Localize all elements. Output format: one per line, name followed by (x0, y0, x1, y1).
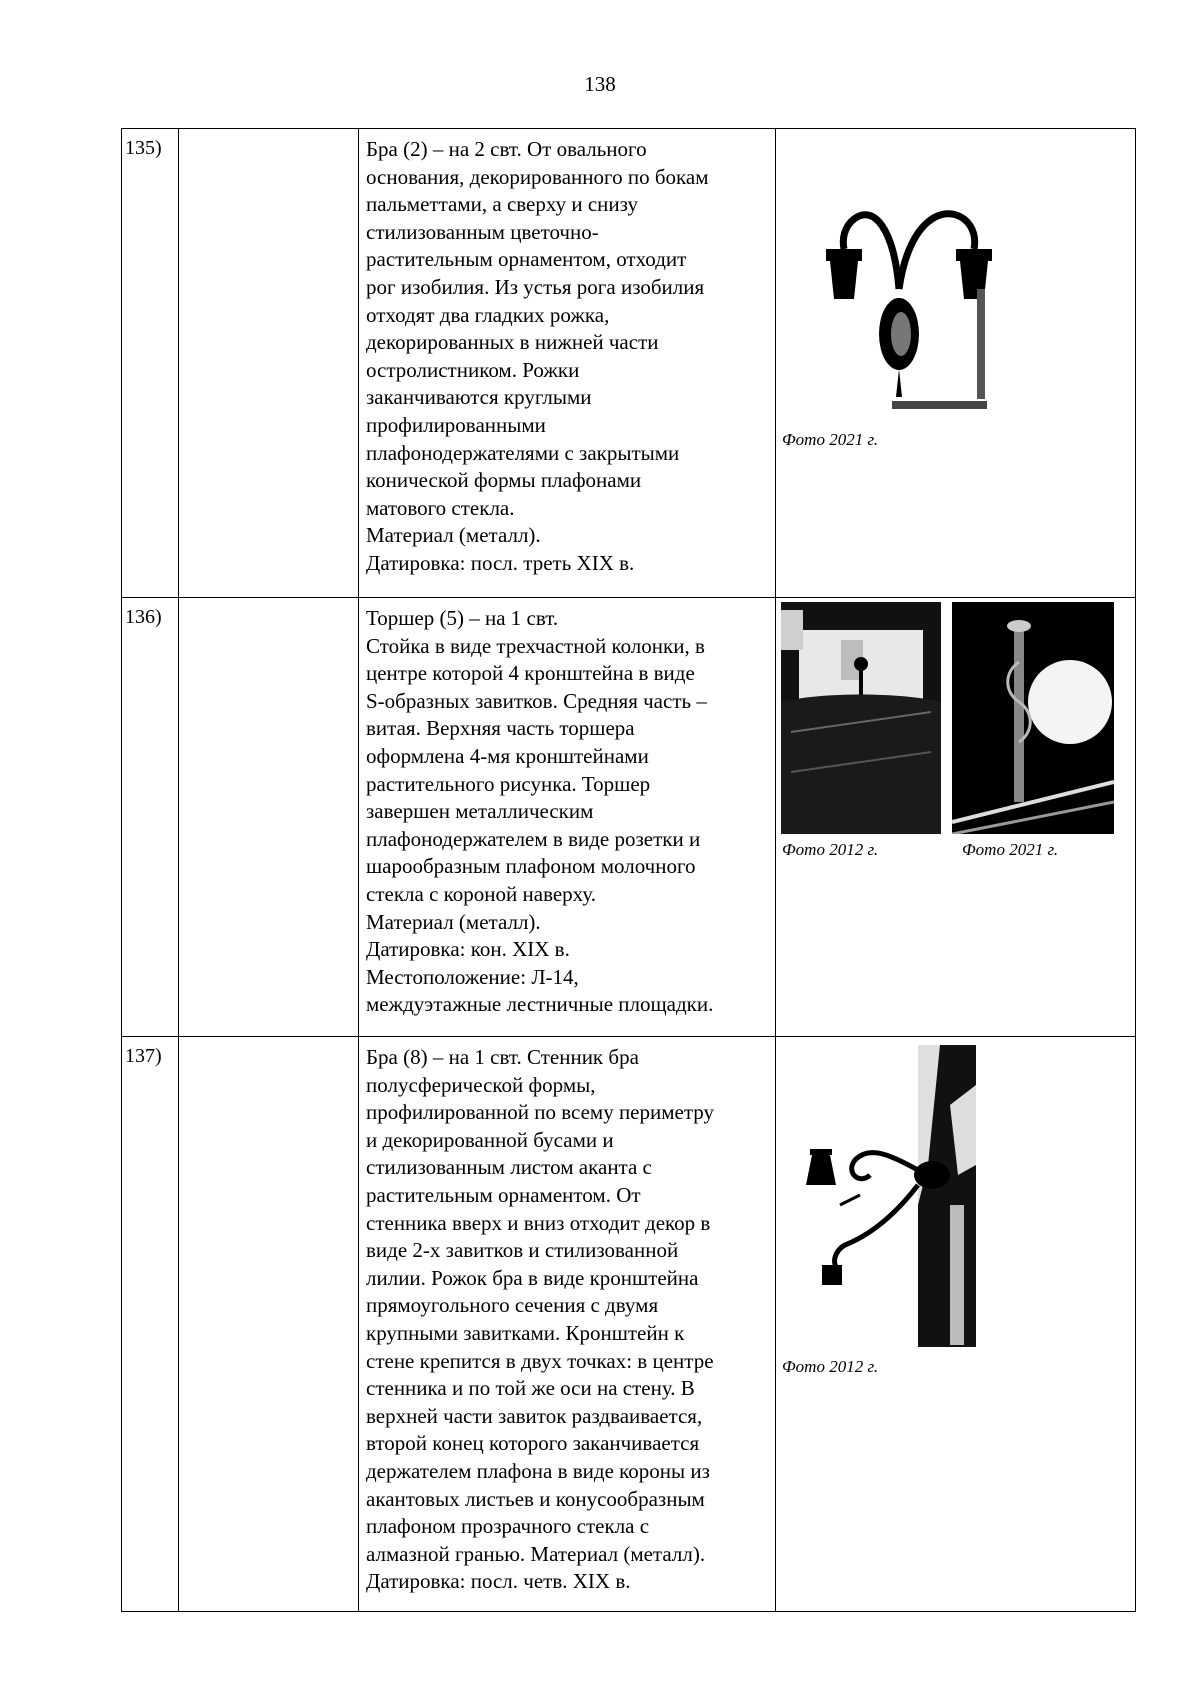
photo-caption: Фото 2012 г. (782, 1357, 879, 1376)
photo-caption: Фото 2021 г. (962, 840, 1059, 859)
catalog-row-135 (122, 129, 1136, 598)
empty-cell (179, 598, 359, 1037)
catalog-row-137 (122, 1037, 1136, 1612)
catalog-table (121, 128, 1136, 1612)
floor-lamp-photo-2021 (952, 602, 1114, 834)
photo-cell (776, 129, 1136, 598)
entry-number: 136) (122, 598, 179, 1037)
entry-description: Бра (8) – на 1 свт. Стенник бра полусферической формы, профилированной по всему периметру и декорированной бусами и стилизованным листом аканта с растительным орнаментом. От стенника вверх и вниз отходит декор в виде 2-х завитков и стилизованной лилии. Рожок бра в виде кронштейна прямоугольного сечения с двумя крупными завитками. Кронштейн к стене крепится в двух точках: в центре стенника и по той же оси на стену. В верхней части завиток раздваивается, второй конец которого заканчивается держателем плафона в виде короны из акантовых листьев и конусообразным плафоном прозрачного стекла с алмазной гранью. Материал (металл). Датировка: посл. четв. XIX в. (359, 1037, 776, 1612)
sconce-photo (804, 169, 994, 419)
empty-cell (179, 1037, 359, 1612)
photo-caption: Фото 2012 г. (782, 840, 879, 859)
photo-caption: Фото 2021 г. (782, 430, 879, 449)
wall-sconce-photo (800, 1045, 976, 1347)
page-number: 138 (584, 72, 616, 96)
floor-lamp-photo-2012 (781, 602, 941, 834)
entry-description: Бра (2) – на 2 свт. От овального основания, декорированного по бокам пальметтами, а сверху и снизу стилизованным цветочно- растительным орнаментом, отходит рог изобилия. Из устья рога изобилия отходят два гладких рожка, декорированных в нижней части остролистником. Рожки заканчиваются круглыми профилированными плафонодержателями с закрытыми конической формы плафонами матового стекла. Материал (металл). Датировка: посл. треть XIX в. (359, 129, 776, 598)
catalog-row-136 (122, 598, 1136, 1037)
entry-number: 137) (122, 1037, 179, 1612)
photo-cell (776, 1037, 1136, 1612)
entry-number: 135) (122, 129, 179, 598)
empty-cell (179, 129, 359, 598)
entry-description: Торшер (5) – на 1 свт. Стойка в виде трехчастной колонки, в центре которой 4 кронштейна в виде S-образных завитков. Средняя часть – витая. Верхняя часть торшера оформлена 4-мя кронштейнами растительного рисунка. Торшер завершен металлическим плафонодержателем в виде розетки и шарообразным плафоном молочного стекла с короной наверху. Материал (металл). Датировка: кон. XIX в. Местоположение: Л-14, междуэтажные лестничные площадки. (359, 598, 776, 1037)
photo-cell (776, 598, 1136, 1037)
